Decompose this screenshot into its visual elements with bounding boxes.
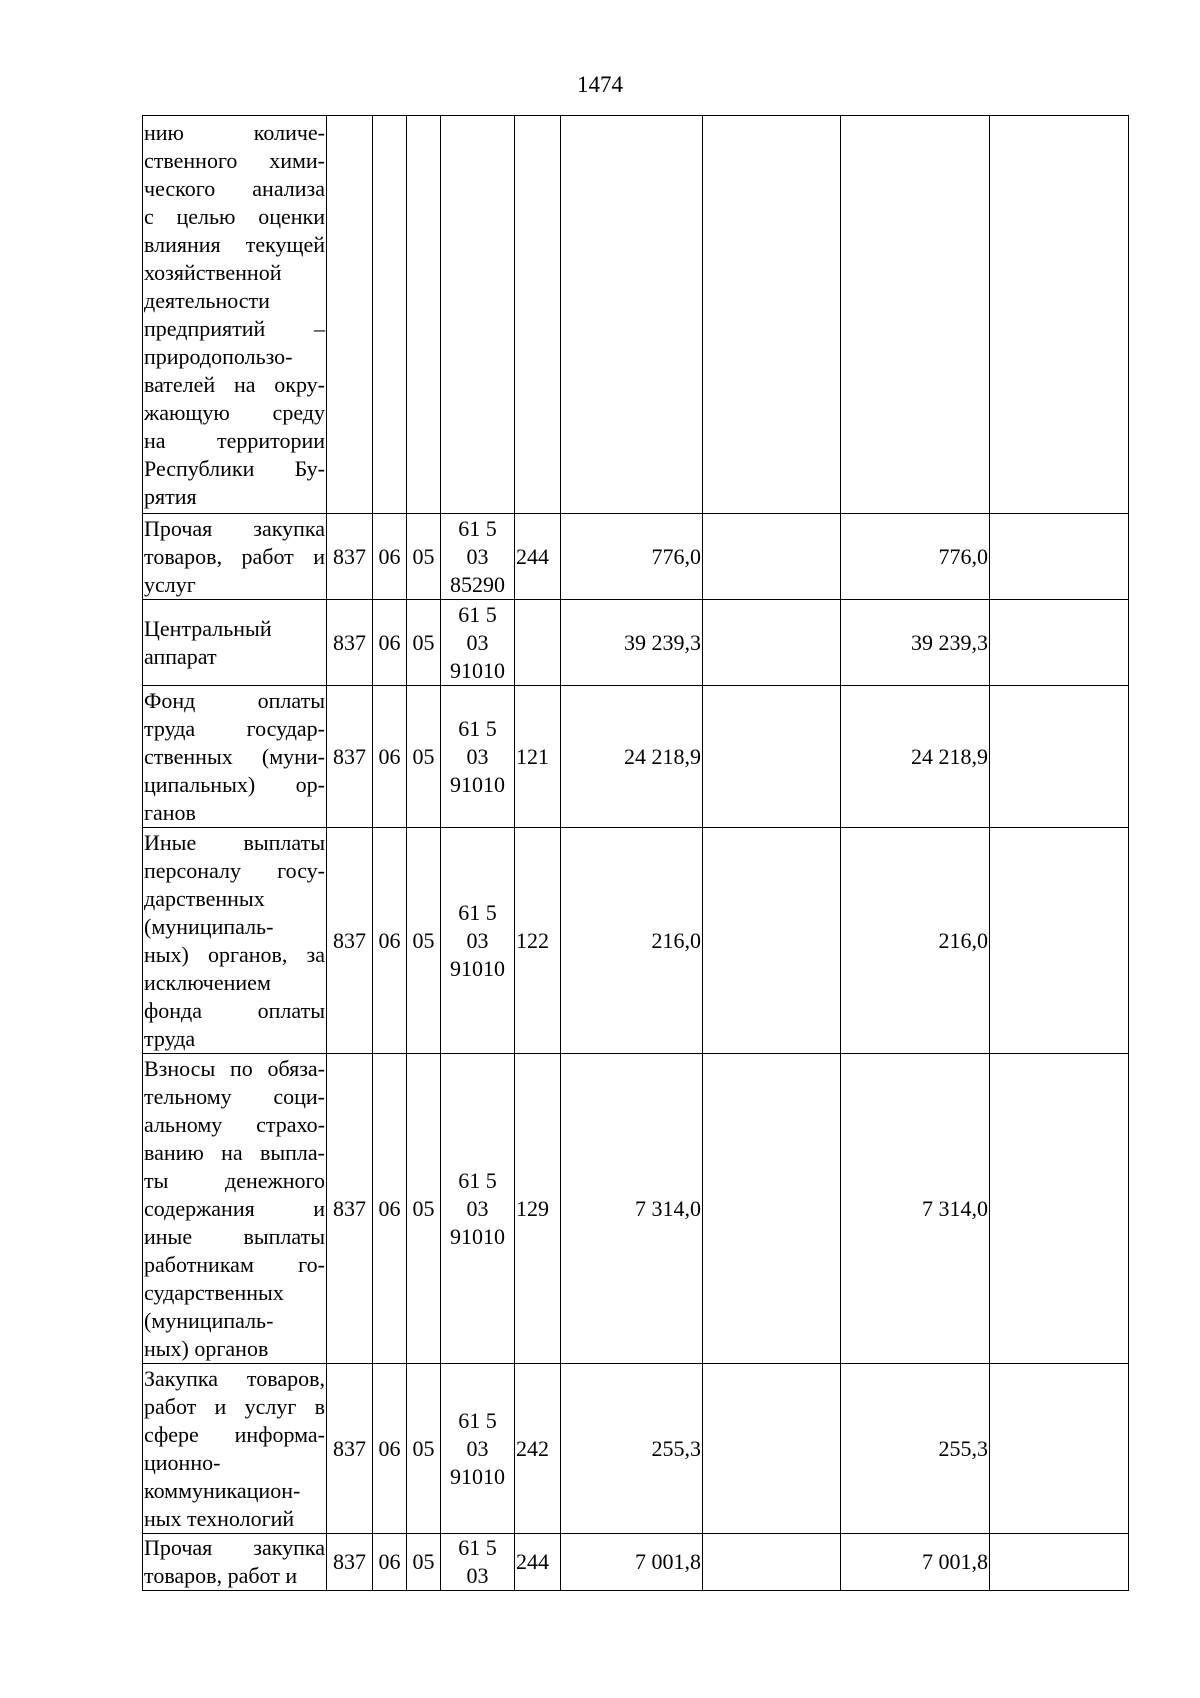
target-article-code [441,828,515,1054]
section-code: 06 [373,686,407,828]
description-line: (муниципаль- [144,1307,274,1333]
description-line: Центральный [144,615,272,641]
code-line: 91010 [450,955,505,981]
page-number: 1474 [577,72,623,97]
table-row [143,514,1129,600]
code-line: 03 [466,1563,489,1588]
subsection-code: 05 [407,1364,441,1534]
amount-col9 [990,1364,1129,1534]
description-line: труда [144,1025,196,1051]
section-code: 06 [373,1364,407,1534]
section-code: 06 [373,1534,407,1591]
description-line: содержания и [144,1195,325,1221]
description-line: исключением [144,969,271,995]
code-line: 03 [466,927,489,953]
code-line: 61 5 [458,1167,497,1193]
amount-col8 [841,116,990,514]
amount-col7 [703,1534,841,1591]
amount-total: 255,3 [561,1364,703,1534]
amount-col8: 7 001,8 [841,1534,990,1591]
target-article-code [441,514,515,600]
code-line: 91010 [450,657,505,683]
expense-type-code [515,116,561,514]
description-line: (муниципаль- [144,913,274,939]
description-line: товаров, работ и [144,1563,298,1588]
amount-total: 39 239,3 [561,600,703,686]
description-line: рятия [144,483,197,509]
expense-type-code: 244 [515,514,561,600]
row-description [143,514,327,600]
row-description [143,828,327,1054]
row-description [143,1364,327,1534]
amount-total: 7 314,0 [561,1054,703,1364]
row-description [143,1534,327,1591]
amount-col7 [703,600,841,686]
amount-col9 [990,600,1129,686]
subsection-code: 05 [407,514,441,600]
ministry-code: 837 [327,1534,373,1591]
code-line: 61 5 [458,1407,497,1433]
ministry-code: 837 [327,828,373,1054]
amount-col7 [703,686,841,828]
description-line: Прочая закупка [144,515,325,541]
description-line: ципальных) ор- [144,771,325,797]
amount-col9 [990,514,1129,600]
description-line: коммуникацион- [144,1477,301,1503]
row-description [143,116,327,514]
amount-col8: 216,0 [841,828,990,1054]
description-line: ческого анализа [144,175,325,201]
target-article-code [441,1364,515,1534]
target-article-code [441,116,515,514]
description-line: тельному соци- [144,1083,325,1109]
code-line: 03 [466,1195,489,1221]
expense-type-code: 122 [515,828,561,1054]
description-line: природопользо- [144,343,293,369]
description-line: Фонд оплаты [144,687,325,713]
description-line: жающую среду [144,399,325,425]
amount-col7 [703,514,841,600]
description-line: ционно- [144,1449,221,1475]
description-line: фонда оплаты [144,997,325,1023]
description-line: предприятий – [144,315,325,341]
subsection-code: 05 [407,600,441,686]
code-line: 03 [466,1435,489,1461]
table-row [143,1364,1129,1534]
code-line: 61 5 [458,515,497,541]
expense-type-code: 121 [515,686,561,828]
row-description [143,686,327,828]
amount-total: 216,0 [561,828,703,1054]
description-line: персоналу госу- [144,857,325,883]
code-line: 03 [466,543,489,569]
description-line: Закупка товаров, [144,1365,325,1391]
description-line: на территории [144,427,325,453]
description-line: товаров, работ и [144,543,325,569]
table-row [143,600,1129,686]
description-line: ных технологий [144,1505,295,1531]
description-line: Прочая закупка [144,1535,325,1560]
amount-col7 [703,116,841,514]
table-row [143,116,1129,514]
description-line: труда государ- [144,715,325,741]
code-line: 61 5 [458,1535,497,1560]
amount-col8: 24 218,9 [841,686,990,828]
description-line: Республики Бу- [144,455,325,481]
code-line: 61 5 [458,899,497,925]
row-description [143,1054,327,1364]
description-line: хозяйственной [144,259,282,285]
description-line: ственных (муни- [144,743,325,769]
code-line: 85290 [450,571,505,597]
description-line: нию количе- [144,119,325,145]
description-line: сфере информа- [144,1421,325,1447]
subsection-code: 05 [407,1054,441,1364]
table-body [143,116,1129,1591]
description-line: влияния текущей [144,231,325,257]
amount-col8: 7 314,0 [841,1054,990,1364]
amount-col8: 39 239,3 [841,600,990,686]
description-line: работ и услуг в [144,1393,325,1419]
subsection-code: 05 [407,828,441,1054]
ministry-code: 837 [327,1364,373,1534]
description-line: ванию на выпла- [144,1139,325,1165]
code-line: 91010 [450,1223,505,1249]
description-line: Иные выплаты [144,829,325,855]
code-line: 91010 [450,771,505,797]
section-code: 06 [373,600,407,686]
description-line: вателей на окру- [144,371,325,397]
amount-col9 [990,116,1129,514]
table-row [143,1534,1129,1591]
target-article-code [441,686,515,828]
table-row [143,1054,1129,1364]
code-line: 03 [466,743,489,769]
subsection-code: 05 [407,686,441,828]
target-article-code [441,1534,515,1591]
amount-col9 [990,1534,1129,1591]
description-line: ганов [144,799,196,825]
ministry-code [327,116,373,514]
description-line: ных) органов, за [144,941,325,967]
table-row [143,828,1129,1054]
amount-col9 [990,686,1129,828]
expense-type-code: 244 [515,1534,561,1591]
amount-col7 [703,828,841,1054]
amount-total: 7 001,8 [561,1534,703,1591]
table-row [143,686,1129,828]
code-line: 91010 [450,1463,505,1489]
description-line: иные выплаты [144,1223,325,1249]
description-line: аппарат [144,643,217,669]
description-line: альному страхо- [144,1111,325,1137]
section-code [373,116,407,514]
expense-type-code: 129 [515,1054,561,1364]
amount-total: 776,0 [561,514,703,600]
section-code: 06 [373,514,407,600]
ministry-code: 837 [327,600,373,686]
amount-col9 [990,828,1129,1054]
ministry-code: 837 [327,686,373,828]
amount-col8: 255,3 [841,1364,990,1534]
description-line: сударственных [144,1279,284,1305]
amount-col9 [990,1054,1129,1364]
code-line: 03 [466,629,489,655]
description-line: деятельности [144,287,270,313]
description-line: ных) органов [144,1335,269,1361]
subsection-code: 05 [407,1534,441,1591]
section-code: 06 [373,1054,407,1364]
amount-col8: 776,0 [841,514,990,600]
description-line: ственного хими- [144,147,325,173]
description-line: ты денежного [144,1167,325,1193]
expense-type-code [515,600,561,686]
ministry-code: 837 [327,514,373,600]
amount-total: 24 218,9 [561,686,703,828]
description-line: Взносы по обяза- [144,1055,325,1081]
description-line: с целью оценки [144,203,325,229]
description-line: услуг [144,571,196,597]
code-line: 61 5 [458,601,497,627]
target-article-code [441,600,515,686]
target-article-code [441,1054,515,1364]
subsection-code [407,116,441,514]
description-line: работникам го- [144,1251,325,1277]
description-line: дарственных [144,885,265,911]
budget-table [142,115,1129,1591]
expense-type-code: 242 [515,1364,561,1534]
row-description [143,600,327,686]
amount-col7 [703,1364,841,1534]
code-line: 61 5 [458,715,497,741]
ministry-code: 837 [327,1054,373,1364]
amount-total [561,116,703,514]
amount-col7 [703,1054,841,1364]
section-code: 06 [373,828,407,1054]
